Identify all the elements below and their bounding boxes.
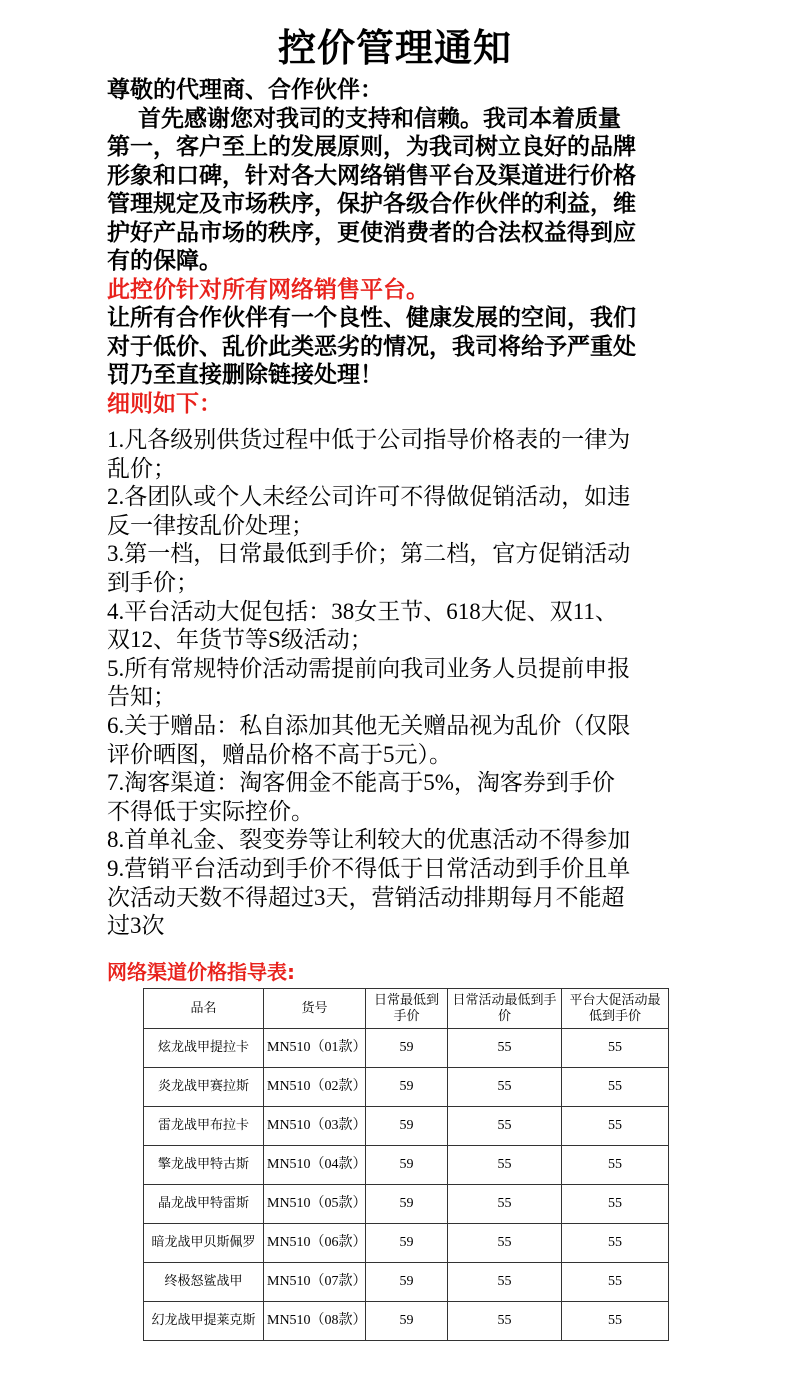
product-name-cell: 终极怒鲨战甲: [144, 1263, 264, 1302]
table-row: [144, 1185, 669, 1224]
product-name-cell: 晶龙战甲特雷斯: [144, 1185, 264, 1224]
platform-promo-min-price-cell: 55: [562, 1263, 669, 1302]
table-row: [144, 1224, 669, 1263]
table-row: [144, 1068, 669, 1107]
daily-promo-min-price-cell: 55: [448, 1146, 562, 1185]
item-number-cell: MN510（03款）: [264, 1107, 366, 1146]
intro-line: 第一，客户至上的发展原则，为我司树立良好的品牌: [107, 134, 636, 160]
daily-promo-min-price-cell: 55: [448, 1302, 562, 1341]
rule-line: 8.首单礼金、裂变券等让利较大的优惠活动不得参加: [107, 827, 631, 853]
table-title: 网络渠道价格指导表:: [107, 960, 295, 984]
product-name-cell: 炫龙战甲提拉卡: [144, 1029, 264, 1068]
daily-min-price-cell: 59: [366, 1068, 448, 1107]
item-number-cell: MN510（01款）: [264, 1029, 366, 1068]
platform-promo-min-price-cell: 55: [562, 1029, 669, 1068]
table-row: [144, 1107, 669, 1146]
item-number-cell: MN510（04款）: [264, 1146, 366, 1185]
item-number-cell: MN510（05款）: [264, 1185, 366, 1224]
intro-text: [107, 76, 677, 418]
intro-line: 让所有合作伙伴有一个良性、健康发展的空间，我们: [107, 305, 636, 331]
daily-promo-min-price-cell: 55: [448, 1224, 562, 1263]
platform-promo-min-price-cell: 55: [562, 1146, 669, 1185]
platform-promo-min-price-cell: 55: [562, 1068, 669, 1107]
rule-line: 2.各团队或个人未经公司许可不得做促销活动，如违: [107, 484, 631, 510]
rule-line: 告知；: [107, 684, 176, 710]
intro-line: 罚乃至直接删除链接处理！: [107, 362, 383, 388]
daily-min-price-cell: 59: [366, 1302, 448, 1341]
product-name-cell: 暗龙战甲贝斯佩罗: [144, 1224, 264, 1263]
product-name-cell: 幻龙战甲提莱克斯: [144, 1302, 264, 1341]
price-guide-table: [143, 988, 669, 1341]
rule-line: 4.平台活动大促包括：38女王节、618大促、双11、: [107, 598, 618, 624]
item-number-cell: MN510（07款）: [264, 1263, 366, 1302]
daily-promo-min-price-cell: 55: [448, 1029, 562, 1068]
rule-line: 7.淘客渠道：淘客佣金不能高于5%，淘客券到手价: [107, 770, 615, 796]
rule-line: 9.营销平台活动到手价不得低于日常活动到手价且单: [107, 855, 631, 881]
daily-min-price-cell: 59: [366, 1185, 448, 1224]
item-number-cell: MN510（02款）: [264, 1068, 366, 1107]
intro-line: 管理规定及市场秩序，保护各级合作伙伴的利益，维: [107, 191, 636, 217]
intro-line: 尊敬的代理商、合作伙伴：: [107, 77, 383, 103]
column-header: 平台大促活动最低到手价: [562, 989, 669, 1029]
daily-promo-min-price-cell: 55: [448, 1263, 562, 1302]
rule-line: 到手价；: [107, 569, 199, 595]
platform-promo-min-price-cell: 55: [562, 1107, 669, 1146]
item-number-cell: MN510（08款）: [264, 1302, 366, 1341]
rule-line: 次活动天数不得超过3天，营销活动排期每月不能超: [107, 884, 625, 910]
platform-promo-min-price-cell: 55: [562, 1185, 669, 1224]
highlight-line: 细则如下：: [107, 390, 222, 417]
platform-promo-min-price-cell: 55: [562, 1224, 669, 1263]
product-name-cell: 雷龙战甲布拉卡: [144, 1107, 264, 1146]
intro-line: 形象和口碑，针对各大网络销售平台及渠道进行价格: [107, 162, 636, 189]
rule-line: 3.第一档，日常最低到手价；第二档，官方促销活动: [107, 541, 631, 567]
daily-min-price-cell: 59: [366, 1146, 448, 1185]
column-header: 货号: [264, 989, 366, 1029]
rule-line: 评价晒图，赠品价格不高于5元）。: [107, 741, 452, 767]
column-header: 品名: [144, 989, 264, 1029]
table-row: [144, 1302, 669, 1341]
daily-min-price-cell: 59: [366, 1107, 448, 1146]
intro-line: 护好产品市场的秩序，更使消费者的合法权益得到应: [107, 219, 636, 246]
daily-promo-min-price-cell: 55: [448, 1107, 562, 1146]
daily-promo-min-price-cell: 55: [448, 1068, 562, 1107]
intro-line: 对于低价、乱价此类恶劣的情况，我司将给予严重处: [107, 333, 636, 360]
rule-line: 不得低于实际控价。: [107, 798, 314, 824]
product-name-cell: 擎龙战甲特古斯: [144, 1146, 264, 1185]
daily-min-price-cell: 59: [366, 1029, 448, 1068]
intro-line: 首先感谢您对我司的支持和信赖。我司本着质量: [107, 105, 622, 132]
daily-min-price-cell: 59: [366, 1263, 448, 1302]
table-row: [144, 1263, 669, 1302]
intro-line: 有的保障。: [107, 248, 222, 274]
table-row: [144, 1029, 669, 1068]
product-name-cell: 炎龙战甲赛拉斯: [144, 1068, 264, 1107]
table-row: [144, 1146, 669, 1185]
page-title: 控价管理通知: [277, 26, 512, 70]
table-header-row: [144, 989, 669, 1029]
daily-min-price-cell: 59: [366, 1224, 448, 1263]
highlight-line: 此控价针对所有网络销售平台。: [107, 276, 429, 303]
rule-line: 6.关于赠品：私自添加其他无关赠品视为乱价（仅限: [107, 712, 631, 738]
rule-line: 乱价；: [107, 455, 176, 481]
rule-line: 反一律按乱价处理；: [107, 512, 314, 538]
platform-promo-min-price-cell: 55: [562, 1302, 669, 1341]
rule-line: 过3次: [107, 913, 165, 939]
rule-line: 双12、年货节等S级活动；: [107, 627, 373, 653]
column-header: 日常活动最低到手价: [448, 989, 562, 1029]
column-header: 日常最低到手价: [366, 989, 448, 1029]
item-number-cell: MN510（06款）: [264, 1224, 366, 1263]
rule-line: 5.所有常规特价活动需提前向我司业务人员提前申报: [107, 655, 631, 681]
rules-list: [107, 426, 677, 941]
daily-promo-min-price-cell: 55: [448, 1185, 562, 1224]
rule-line: 1.凡各级别供货过程中低于公司指导价格表的一律为: [107, 427, 631, 452]
